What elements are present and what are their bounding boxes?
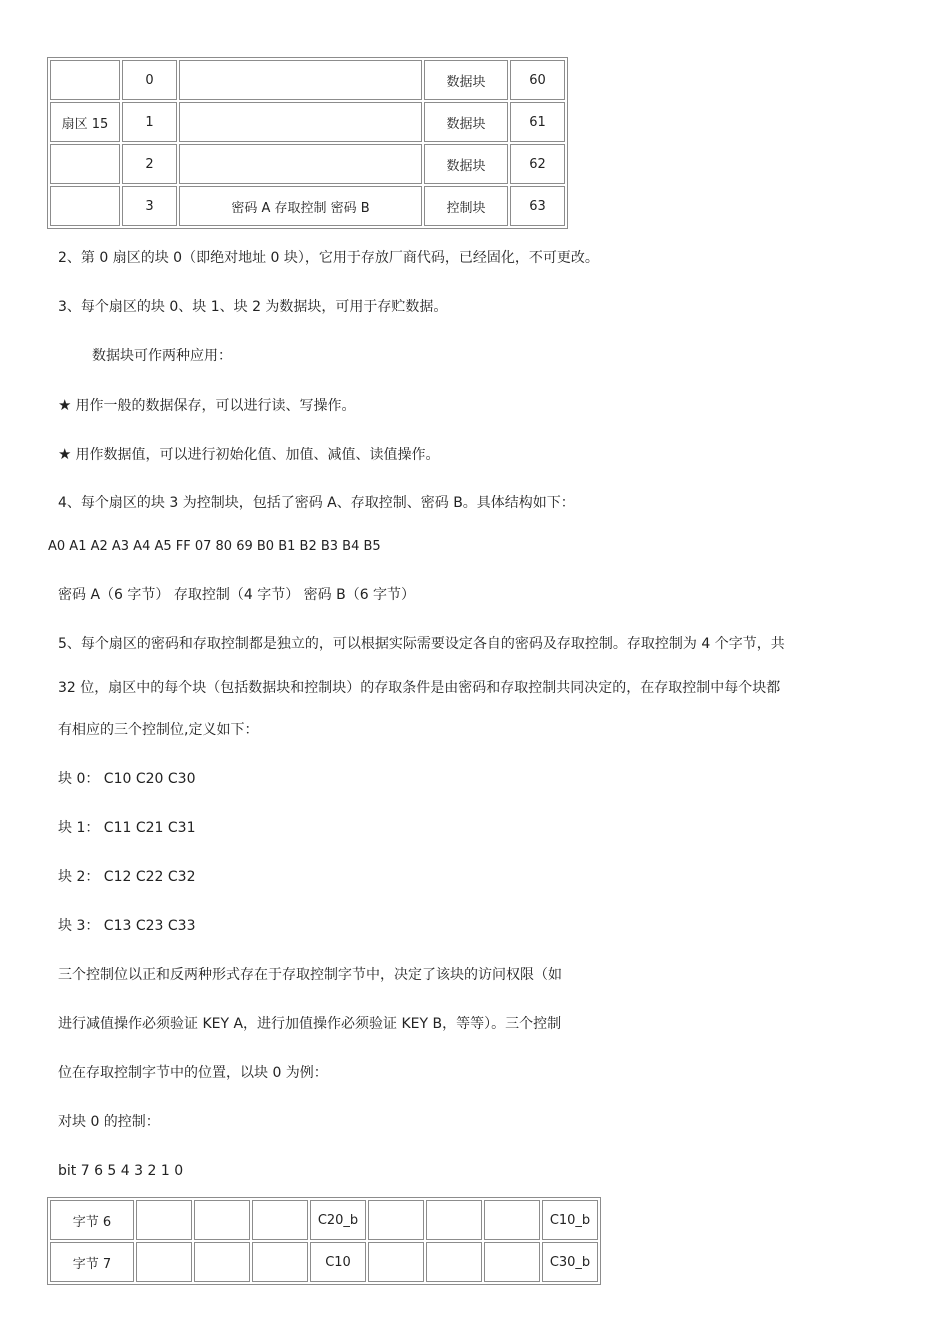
abs-address-cell: 60 [510,60,565,100]
block0-bits: 块 0： C10 C20 C30 [58,771,196,787]
bit-cell: C30_b [542,1242,598,1282]
table-row [50,1200,598,1240]
paragraph-sector0-block0: 2、第 0 扇区的块 0（即绝对地址 0 块），它用于存放厂商代码，已经固化，不可更改。 [58,250,599,266]
paragraph-bits-line-1: 三个控制位以正和反两种形式存在于存取控制字节中，决定了该块的访问权限（如 [58,967,562,983]
sector-cell [50,144,120,184]
content-cell [179,102,422,142]
bit-cell [484,1242,540,1282]
block-cell: 3 [122,186,177,226]
star-icon: ★ [58,445,72,463]
paragraph-access-line-3: 有相应的三个控制位,定义如下： [58,722,259,738]
paragraph-access-line-1: 5、每个扇区的密码和存取控制都是独立的，可以根据实际需要设定各自的密码及存取控制。存取控制为 4 个字节，共 [58,636,785,652]
abs-address-cell: 63 [510,186,565,226]
content-cell: 密码 A 存取控制 密码 B [179,186,422,226]
sector-cell [50,60,120,100]
paragraph-data-blocks: 3、每个扇区的块 0、块 1、块 2 为数据块，可用于存贮数据。 [58,299,448,315]
bit-cell [252,1200,308,1240]
block2-bits: 块 2： C12 C22 C32 [58,869,196,885]
block-cell: 1 [122,102,177,142]
bit-cell [252,1242,308,1282]
type-cell: 数据块 [424,60,508,100]
table-row [50,1242,598,1282]
bit-cell: C20_b [310,1200,366,1240]
paragraph-bits-line-2: 进行减值操作必须验证 KEY A，进行加值操作必须验证 KEY B，等等）。三个控制 [58,1016,562,1032]
sector-cell: 扇区 15 [50,102,120,142]
access-bytes-table [47,1197,601,1285]
block3-bits: 块 3： C13 C23 C33 [58,918,196,934]
bit-cell [426,1242,482,1282]
content-cell [179,144,422,184]
table-row [50,102,565,142]
bullet-text: 用作一般的数据保存，可以进行读、写操作。 [75,398,356,414]
block-cell: 0 [122,60,177,100]
hex-bytes: A0 A1 A2 A3 A4 A5 FF 07 80 69 B0 B1 B2 B3 B4 B5 [48,539,381,554]
type-cell: 控制块 [424,186,508,226]
byte-label-cell: 字节 7 [50,1242,134,1282]
star-icon: ★ [58,396,72,414]
type-cell: 数据块 [424,102,508,142]
abs-address-cell: 61 [510,102,565,142]
paragraph-bits-line-3: 位在存取控制字节中的位置，以块 0 为例： [58,1065,328,1081]
paragraph-block0-control: 对块 0 的控制： [58,1114,160,1130]
block1-bits: 块 1： C11 C21 C31 [58,820,196,836]
table-row [50,186,565,226]
block-cell: 2 [122,144,177,184]
bullet-item-read-write [58,395,355,416]
byte-label-cell: 字节 6 [50,1200,134,1240]
bit-cell [484,1200,540,1240]
bit-header: bit 7 6 5 4 3 2 1 0 [58,1163,184,1179]
table-row [50,144,565,184]
bullet-text: 用作数据值，可以进行初始化值、加值、减值、读值操作。 [75,447,440,463]
paragraph-control-block: 4、每个扇区的块 3 为控制块，包括了密码 A、存取控制、密码 B。具体结构如下： [58,495,575,511]
abs-address-cell: 62 [510,144,565,184]
bit-cell [368,1200,424,1240]
bit-cell [194,1242,250,1282]
bit-cell [194,1200,250,1240]
bit-cell: C10 [310,1242,366,1282]
sector-15-table [47,57,568,229]
paragraph-two-uses: 数据块可作两种应用： [92,348,232,364]
sector-cell [50,186,120,226]
control-block-structure: 密码 A（6 字节） 存取控制（4 字节） 密码 B（6 字节） [58,587,416,603]
bit-cell [136,1242,192,1282]
type-cell: 数据块 [424,144,508,184]
bit-cell: C10_b [542,1200,598,1240]
bit-cell [136,1200,192,1240]
bit-cell [368,1242,424,1282]
paragraph-access-line-2: 32 位，扇区中的每个块（包括数据块和控制块）的存取条件是由密码和存取控制共同决定的，在存取控制中每个块都 [58,680,781,696]
content-cell [179,60,422,100]
table-row [50,60,565,100]
bullet-item-value-ops [58,444,439,465]
bit-cell [426,1200,482,1240]
